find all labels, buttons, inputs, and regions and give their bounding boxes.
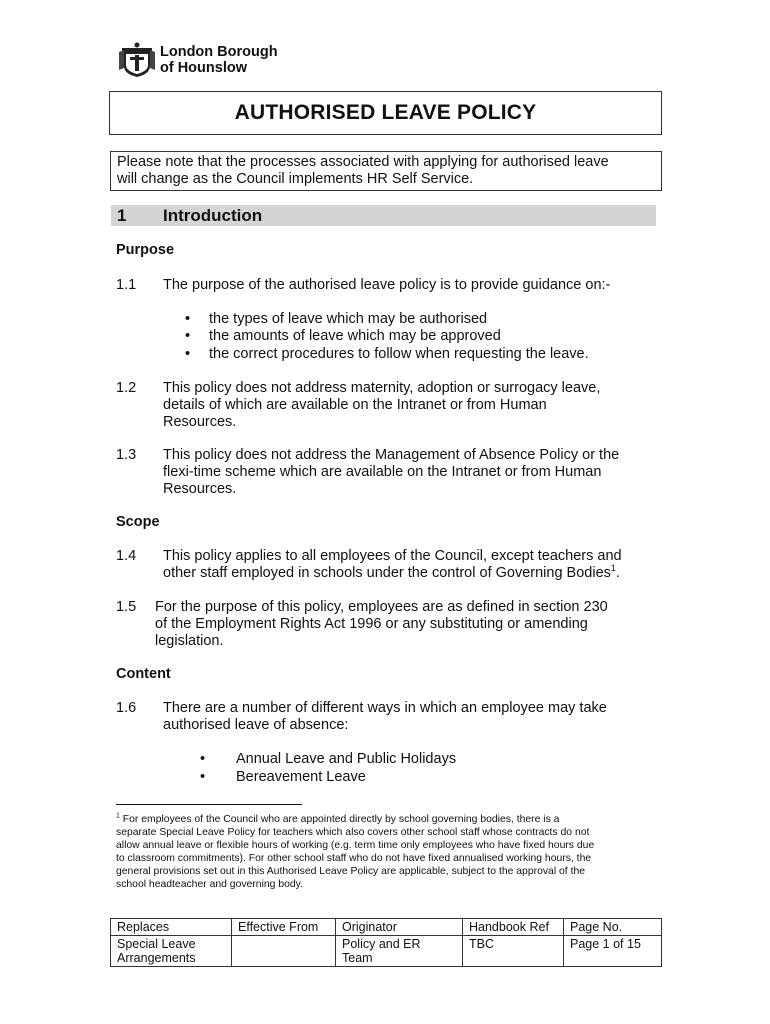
borough-logo: [118, 42, 278, 78]
page-title: AUTHORISED LEAVE POLICY: [234, 101, 537, 124]
table-cell: [232, 936, 336, 967]
footnote-divider: [116, 804, 302, 805]
footnote-mark: 1: [116, 812, 120, 820]
footnote-reference[interactable]: 1: [610, 563, 616, 574]
footnote-line: general provisions set out in this Authorised Leave Policy are applicable, subject to the approval of the: [116, 866, 586, 877]
table-cell-line: TBC: [469, 937, 494, 951]
paragraph-number: 1.6: [116, 700, 137, 716]
document-info-table: [110, 918, 662, 967]
paragraph-line: This policy does not address maternity, adoption or surrogacy leave,: [163, 380, 601, 396]
footnote: [116, 813, 661, 891]
scope-heading: Scope: [116, 514, 160, 530]
paragraph-line: legislation.: [155, 633, 224, 649]
table-cell-line: Team: [342, 951, 373, 965]
section-heading-bar: [111, 205, 656, 226]
table-cell: [463, 936, 564, 967]
bullet-item: the amounts of leave which may be approved: [209, 328, 501, 344]
paragraph-line: flexi-time scheme which are available on the Intranet or from Human: [163, 464, 602, 480]
section-title: Introduction: [163, 206, 263, 225]
paragraph-number: 1.2: [116, 380, 137, 396]
paragraph-text: The purpose of the authorised leave policy is to provide guidance on:-: [163, 277, 611, 293]
paragraph-line: of the Employment Rights Act 1996 or any substituting or amending: [155, 616, 588, 632]
content-heading: Content: [116, 666, 171, 682]
section-number: 1: [117, 206, 127, 225]
paragraph-line: Resources.: [163, 414, 237, 430]
table-cell-line: Special Leave: [117, 937, 196, 951]
table-cell-line: Policy and ER: [342, 937, 421, 951]
purpose-heading: Purpose: [116, 242, 175, 258]
table-header-cell: Effective From: [232, 919, 336, 936]
paragraph-line: details of which are available on the Intranet or from Human: [163, 397, 547, 413]
paragraph-line-end: .: [615, 565, 620, 581]
footnote-line: to classroom commitments). For other school staff who do not have fixed annualised working hours, the: [116, 853, 592, 864]
paragraph-number: 1.3: [116, 447, 137, 463]
footnote-line: separate Special Leave Policy for teachers which also covers other school staff whose contracts do not: [116, 827, 590, 838]
bullet-icon: •: [200, 769, 206, 785]
bullet-item: the types of leave which may be authorised: [209, 311, 488, 327]
paragraph-line: This policy applies to all employees of the Council, except teachers and: [163, 548, 622, 564]
footnote-line: school headteacher and governing body.: [116, 879, 303, 890]
note-line-1: Please note that the processes associated with applying for authorised leave: [117, 154, 609, 170]
bullet-item: the correct procedures to follow when requesting the leave.: [209, 346, 589, 362]
bullet-icon: •: [185, 311, 191, 327]
table-cell: [564, 936, 662, 967]
note-box: [110, 151, 662, 191]
paragraph-number: 1.4: [116, 548, 137, 564]
table-header-cell: Replaces: [111, 919, 232, 936]
table-header-cell: Handbook Ref: [463, 919, 564, 936]
bullet-item: Annual Leave and Public Holidays: [236, 751, 457, 767]
paragraph-line: For the purpose of this policy, employees are as defined in section 230: [155, 599, 608, 615]
footnote-line-text: For employees of the Council who are appointed directly by school governing bodies, there is a: [119, 814, 560, 825]
paragraph-number: 1.5: [116, 599, 137, 615]
note-line-2: will change as the Council implements HR Self Service.: [117, 171, 474, 187]
table-cell: [336, 936, 463, 967]
bullet-item: Bereavement Leave: [236, 769, 366, 785]
organisation-name: [160, 44, 278, 76]
table-header-cell: Originator: [336, 919, 463, 936]
paragraph-line: [163, 565, 620, 582]
table-header-cell: Page No.: [564, 919, 662, 936]
table-cell-line: Arrangements: [117, 951, 196, 965]
paragraph-line: This policy does not address the Management of Absence Policy or the: [163, 447, 620, 463]
paragraph-line: There are a number of different ways in which an employee may take: [163, 700, 607, 716]
table-row: [111, 936, 662, 967]
organisation-name-line2: of Hounslow: [160, 60, 247, 76]
page-number: Page 1 of 15: [570, 937, 641, 951]
bullet-icon: •: [185, 346, 191, 362]
paragraph-number: 1.1: [116, 277, 137, 293]
footnote-line: [116, 813, 661, 826]
title-box: [109, 91, 662, 135]
borough-crest-icon: [118, 42, 156, 78]
paragraph-line: Resources.: [163, 481, 237, 497]
paragraph-line-text: other staff employed in schools under the control of Governing Bodies: [163, 565, 611, 581]
table-header-row: [111, 919, 662, 936]
organisation-name-line1: London Borough: [160, 44, 278, 60]
bullet-icon: •: [185, 328, 191, 344]
table-cell: [111, 936, 232, 967]
bullet-icon: •: [200, 751, 206, 767]
footnote-line: allow annual leave or flexible hours of working (e.g. term time only employees who have fixed hours due: [116, 840, 595, 851]
paragraph-line: authorised leave of absence:: [163, 717, 349, 733]
